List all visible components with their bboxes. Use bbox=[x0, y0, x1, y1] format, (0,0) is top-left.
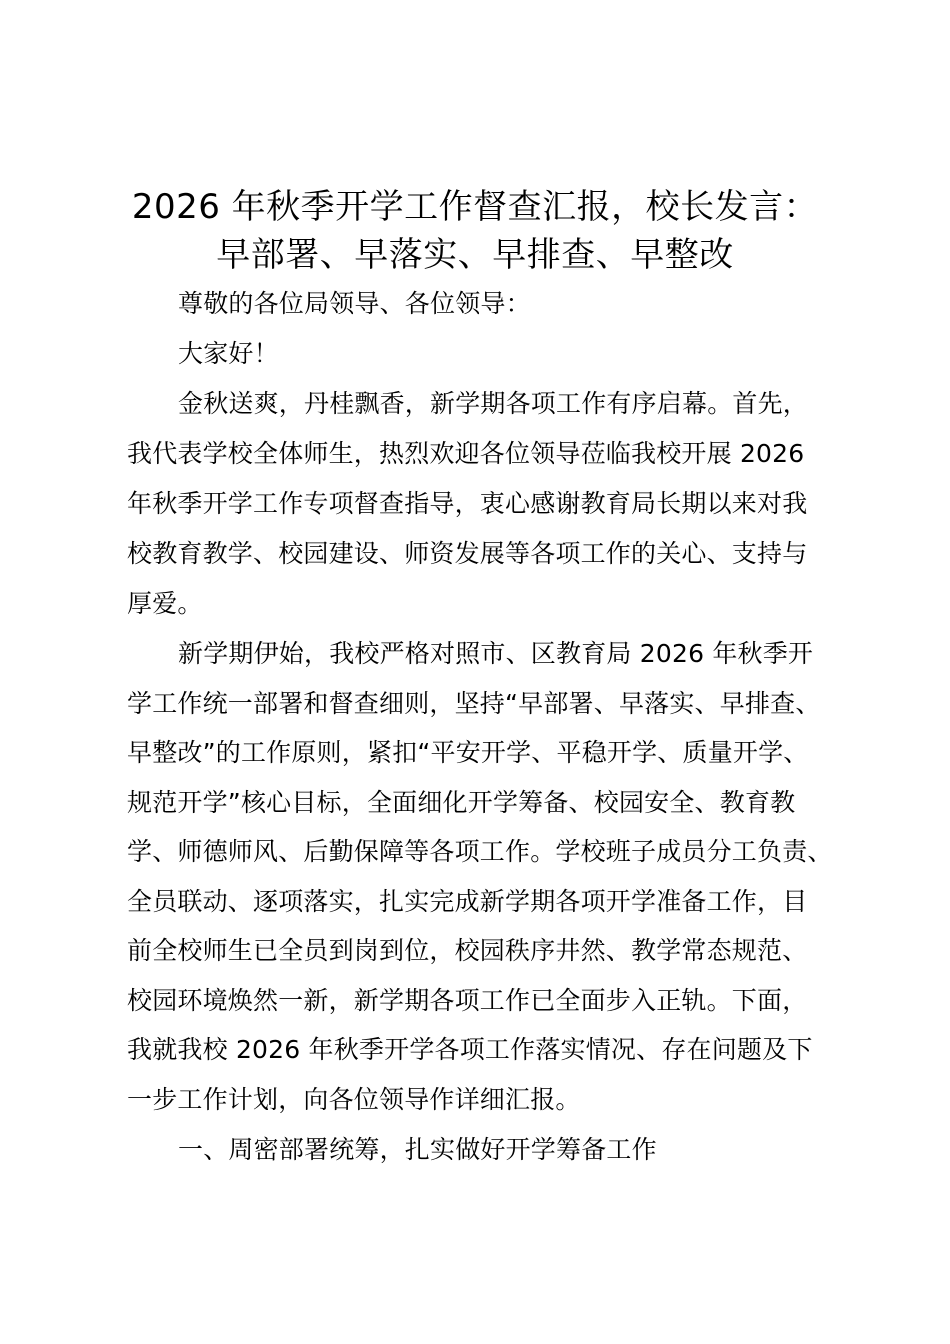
paragraph-2-line: 校园环境焕然一新，新学期各项工作已全面步入正轨。下面， bbox=[127, 986, 808, 1015]
greeting: 大家好！ bbox=[178, 339, 279, 368]
document-title-line-1: 2026 年秋季开学工作督查汇报，校长发言： bbox=[131, 187, 819, 227]
paragraph-2-line: 新学期伊始，我校严格对照市、区教育局 2026 年秋季开 bbox=[178, 639, 814, 668]
paragraph-2-line: 全员联动、逐项落实，扎实完成新学期各项开学准备工作，目 bbox=[127, 887, 808, 916]
paragraph-2-line: 规范开学”核心目标，全面细化开学筹备、校园安全、教育教 bbox=[127, 788, 796, 817]
paragraph-1-line: 金秋送爽，丹桂飘香，新学期各项工作有序启幕。首先， bbox=[178, 389, 809, 418]
paragraph-1-line: 年秋季开学工作专项督查指导，衷心感谢教育局长期以来对我 bbox=[127, 489, 808, 518]
paragraph-2-line: 早整改”的工作原则，紧扣“平安开学、平稳开学、质量开学、 bbox=[127, 738, 809, 767]
paragraph-2-line: 学工作统一部署和督查细则，坚持“早部署、早落实、早排查、 bbox=[127, 689, 821, 718]
paragraph-1-line: 厚爱。 bbox=[127, 589, 203, 618]
paragraph-1-line: 我代表学校全体师生，热烈欢迎各位领导莅临我校开展 2026 bbox=[127, 439, 805, 468]
paragraph-2-line: 前全校师生已全员到岗到位，校园秩序井然、教学常态规范、 bbox=[127, 936, 808, 965]
paragraph-2-line: 学、师德师风、后勤保障等各项工作。学校班子成员分工负责、 bbox=[127, 837, 833, 866]
paragraph-2-line: 我就我校 2026 年秋季开学各项工作落实情况、存在问题及下 bbox=[127, 1035, 813, 1064]
paragraph-1-line: 校教育教学、校园建设、师资发展等各项工作的关心、支持与 bbox=[127, 539, 808, 568]
salutation: 尊敬的各位局领导、各位领导： bbox=[178, 289, 531, 318]
section-1-heading: 一、周密部署统筹，扎实做好开学筹备工作 bbox=[178, 1135, 657, 1164]
document-title-line-2: 早部署、早落实、早排查、早整改 bbox=[216, 235, 734, 275]
paragraph-2-line: 一步工作计划，向各位领导作详细汇报。 bbox=[127, 1085, 581, 1114]
